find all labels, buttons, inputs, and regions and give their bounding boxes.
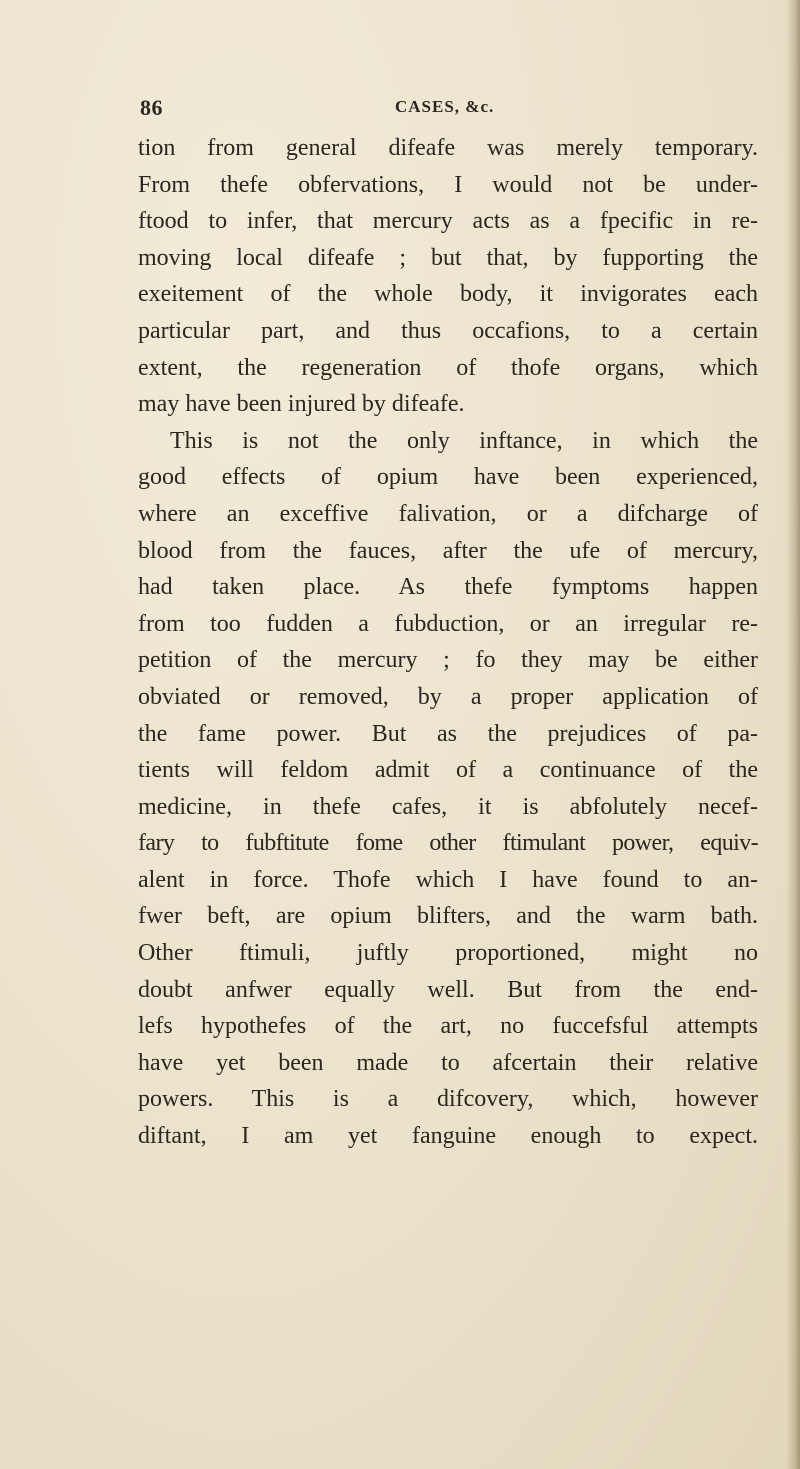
page-edge-shadow xyxy=(786,0,800,1469)
text-line: tion from general difeafe was merely temporary. xyxy=(138,135,758,161)
text-line: fwer beft, are opium blifters, and the warm bath. xyxy=(138,903,758,930)
text-line: exeitement of the whole body, it invigorates each xyxy=(138,281,758,308)
text-line: lefs hypothefes of the art, no fuccefsful attempts xyxy=(138,1013,758,1040)
text-line: doubt anfwer equally well. But from the end- xyxy=(138,976,758,1003)
body-text xyxy=(138,130,758,1155)
text-line: where an exceffive falivation, or a difcharge of xyxy=(138,500,758,527)
text-line: powers. This is a difcovery, which, however xyxy=(138,1086,758,1113)
text-line: petition of the mercury ; fo they may be either xyxy=(138,647,758,674)
page-number: 86 xyxy=(140,95,163,120)
text-line: the fame power. But as the prejudices of pa- xyxy=(138,720,758,747)
text-line: fary to fubftitute fome other ftimulant power, equiv- xyxy=(138,830,758,857)
text-line: may have been injured by difeafe. xyxy=(138,391,465,418)
text-line: from too fudden a fubduction, or an irregular re- xyxy=(138,610,758,637)
text-line: ftood to infer, that mercury acts as a fpecific in re- xyxy=(138,208,758,235)
text-line: particular part, and thus occafions, to a certain xyxy=(138,317,758,344)
page-header xyxy=(140,95,740,127)
text-line: diftant, I am yet fanguine enough to expect. xyxy=(138,1123,758,1150)
text-line: tients will feldom admit of a continuance of the xyxy=(138,757,758,784)
text-line: had taken place. As thefe fymptoms happen xyxy=(138,574,758,601)
text-line: obviated or removed, by a proper application of xyxy=(138,683,758,710)
text-line: medicine, in thefe cafes, it is abfolutely necef- xyxy=(138,793,758,820)
running-head: CASES, &c. xyxy=(395,97,495,116)
text-line: moving local difeafe ; but that, by fupporting the xyxy=(138,244,758,271)
text-line: have yet been made to afcertain their relative xyxy=(138,1049,758,1076)
text-line: From thefe obfervations, I would not be under- xyxy=(138,171,758,198)
text-line: extent, the regeneration of thofe organs, which xyxy=(138,354,758,381)
text-line: Other ftimuli, juftly proportioned, might no xyxy=(138,940,758,967)
text-line: blood from the fauces, after the ufe of mercury, xyxy=(138,537,758,564)
text-line: alent in force. Thofe which I have found to an- xyxy=(138,866,758,893)
paragraph-start-line: This is not the only inftance, in which the xyxy=(170,427,758,454)
text-line: good effects of opium have been experienced, xyxy=(138,464,758,491)
